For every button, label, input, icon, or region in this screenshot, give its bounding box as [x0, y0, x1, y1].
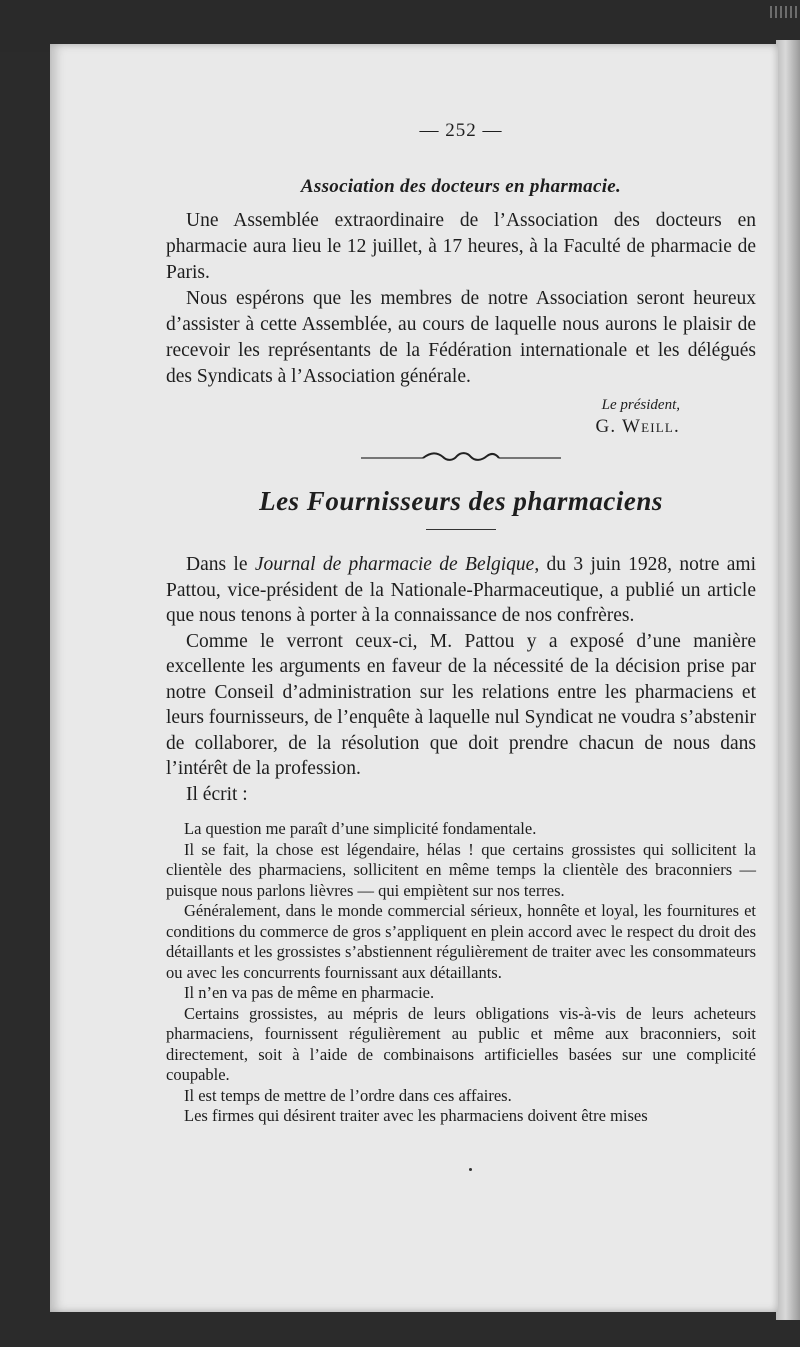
signature-block	[166, 396, 756, 440]
signature-name: G. Weill.	[595, 416, 680, 437]
quote-paragraph: Il se fait, la chose est légendaire, hélas ! que certains grossistes qui sollicitent la clientèle des pharmaciens, sollicitent en même temps la clientèle des braconniers — puisque nous parlons lièvres — qui empiètent sur nos terres.	[166, 839, 756, 900]
section-heading-association: Association des docteurs en pharmacie.	[300, 176, 622, 197]
scan-edge-marks	[770, 6, 800, 18]
print-speck	[469, 1168, 472, 1171]
intro-text-after: , du 3 juin 1928, notre ami Pattou, vice-président de la Nationale-Pharmaceutique, a publié un article que nous tenons à porter à la connaissance de nos confrères.	[166, 554, 756, 626]
journal-name: Journal de pharmacie de Belgique	[254, 554, 535, 575]
page-edge	[776, 40, 800, 1320]
paragraph-arguments: Comme le verront ceux-ci, M. Pattou y a exposé d’une manière excellente les arguments en faveur de la nécessité de la décision prise par notre Conseil d’administration sur les relations entre les pharmaciens et leurs fournisseurs, de l’enquête à laquelle nul Syndicat ne voudra s’abstenir de collaborer, de la résolution que doit prendre chacun de nous dans l’intérêt de la profession.	[166, 630, 756, 779]
ornament-divider	[361, 450, 561, 464]
quote-paragraph: Généralement, dans le monde commercial sérieux, honnête et loyal, les fournitures et conditions du commerce de gros s’appliquent en plein accord avec le respect du droit des détaillants et les grossistes s’abstiennent régulièrement de traiter avec les consommateurs ou avec les concurrents fournissant aux détaillants.	[166, 901, 756, 982]
quoted-article	[166, 819, 756, 1127]
page-content	[166, 120, 756, 1127]
paragraph-intro	[166, 552, 756, 629]
quote-paragraph: La question me paraît d’une simplicité fondamentale.	[184, 819, 537, 838]
quote-paragraph: Il est temps de mettre de l’ordre dans ces affaires.	[184, 1085, 512, 1105]
paragraph-assembly: Une Assemblée extraordinaire de l’Association des docteurs en pharmacie aura lieu le 12 juillet, à 17 heures, à la Faculté de pharmacie de Paris.	[166, 210, 756, 283]
article-title: Les Fournisseurs des pharmaciens	[259, 486, 663, 516]
page-number: — 252 —	[419, 120, 503, 141]
paragraph-invitation: Nous espérons que les membres de notre Association seront heureux d’assister à cette Assemblée, au cours de laquelle nous aurons le plaisir de recevoir les représentants de la Fédération internationale et les délégués des Syndicats à l’Association générale.	[166, 288, 756, 387]
paragraph-il-ecrit: Il écrit :	[186, 783, 248, 805]
article-body	[166, 552, 756, 807]
intro-text-before: Dans le	[186, 554, 255, 575]
signature-role: Le président,	[601, 397, 680, 413]
quote-paragraph: Certains grossistes, au mépris de leurs obligations vis-à-vis de leurs acheteurs pharmaciens, fournissent régulièrement au public et même aux braconniers, soit directement, soit à l’aide de combinaisons artificielles basées sur une complicité coupable.	[166, 1003, 756, 1084]
quote-paragraph: Il n’en va pas de même en pharmacie.	[184, 983, 435, 1002]
title-underline	[426, 529, 496, 530]
quote-paragraph: Les firmes qui désirent traiter avec les pharmaciens doivent être mises	[184, 1106, 648, 1125]
